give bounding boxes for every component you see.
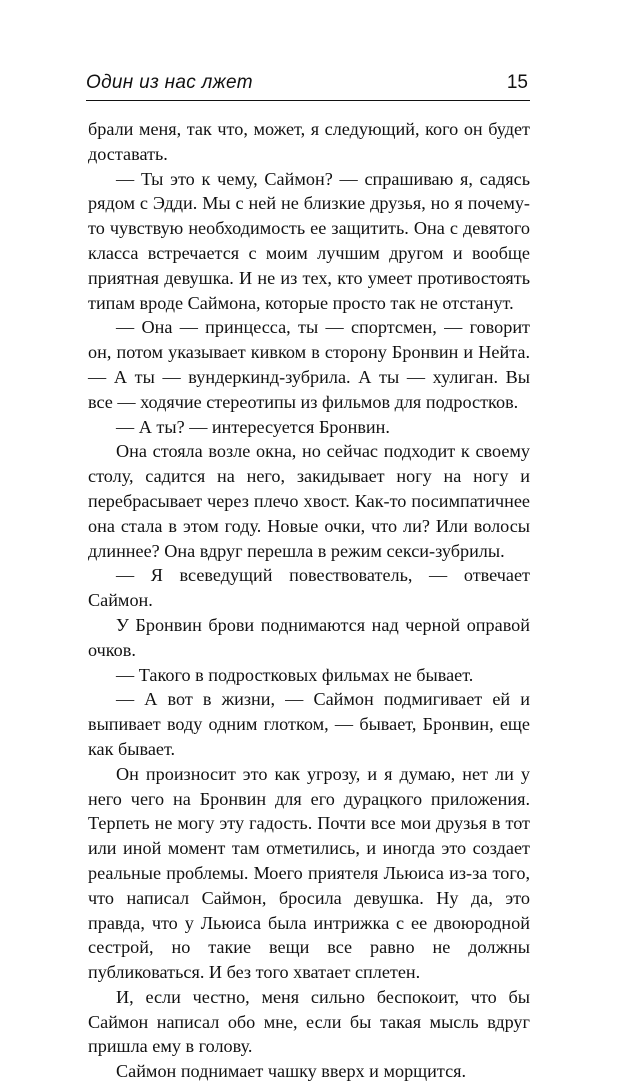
- paragraph: брали меня, так что, может, я следующий, кого он будет доставать.: [88, 119, 530, 164]
- book-title: Один из нас лжет: [86, 72, 253, 93]
- running-header: [86, 66, 530, 102]
- paragraph: И, если честно, меня сильно беспокоит, что бы Саймон написал обо мне, если бы такая мысль вдруг пришла ему в голову.: [88, 986, 530, 1057]
- body-text: [88, 117, 530, 1084]
- header-rule: [86, 100, 530, 101]
- paragraph: Он произносит это как угрозу, и я думаю, нет ли у него чего на Бронвин для его дурацкого приложения. Терпеть не могу эту гадость. Почти все мои друзья в тот или иной момент там отметились, и иногда это создает реальные проблемы. Моего приятеля Льюиса из-за того, что написал Саймон, бросила девушка. Ну да, это правда, что у Льюиса была интрижка с ее двоюродной сестрой, но такие вещи все равно не должны публиковаться. И без того хватает сплетен.: [88, 763, 530, 983]
- page-number: 15: [506, 72, 528, 93]
- paragraph: Она стояла возле окна, но сейчас подходит к своему столу, садится на него, закидывает ногу на ногу и перебрасывает через плечо хвост. Как-то посимпатичнее она стала в этом году. Новые очки, что ли? Или волосы длиннее? Она вдруг перешла в режим секси-зубрилы.: [88, 441, 530, 561]
- paragraph: — А вот в жизни, — Саймон подмигивает ей и выпивает воду одним глотком, — бывает, Бронвин, еще как бывает.: [88, 689, 530, 759]
- paragraph: — А ты? — интересуется Бронвин.: [116, 416, 390, 437]
- paragraph: — Я всеведущий повествователь, — отвечает Саймон.: [88, 565, 530, 611]
- paragraph: Саймон поднимает чашку вверх и морщится.: [116, 1061, 467, 1082]
- paragraph: — Ты это к чему, Саймон? — спрашиваю я, садясь рядом с Эдди. Мы с ней не близкие друзья, но я почему-то чувствую необходимость ее защитить. Она с девятого класса встречается с моим лучшим другом и вообще приятная девушка. И не из тех, кто умеет противостоять типам вроде Саймона, которые просто так не отстанут.: [88, 168, 530, 313]
- paragraph: — Такого в подростковых фильмах не бывает.: [116, 664, 474, 685]
- paragraph: — Она — принцесса, ты — спортсмен, — говорит он, потом указывает кивком в сторону Бронвин и Нейта. — А ты — вундеркинд-зубрила. А ты — хулиган. Вы все — ходячие стереотипы из фильмов для подростков.: [88, 317, 530, 412]
- paragraph: У Бронвин брови поднимаются над черной оправой очков.: [88, 614, 530, 660]
